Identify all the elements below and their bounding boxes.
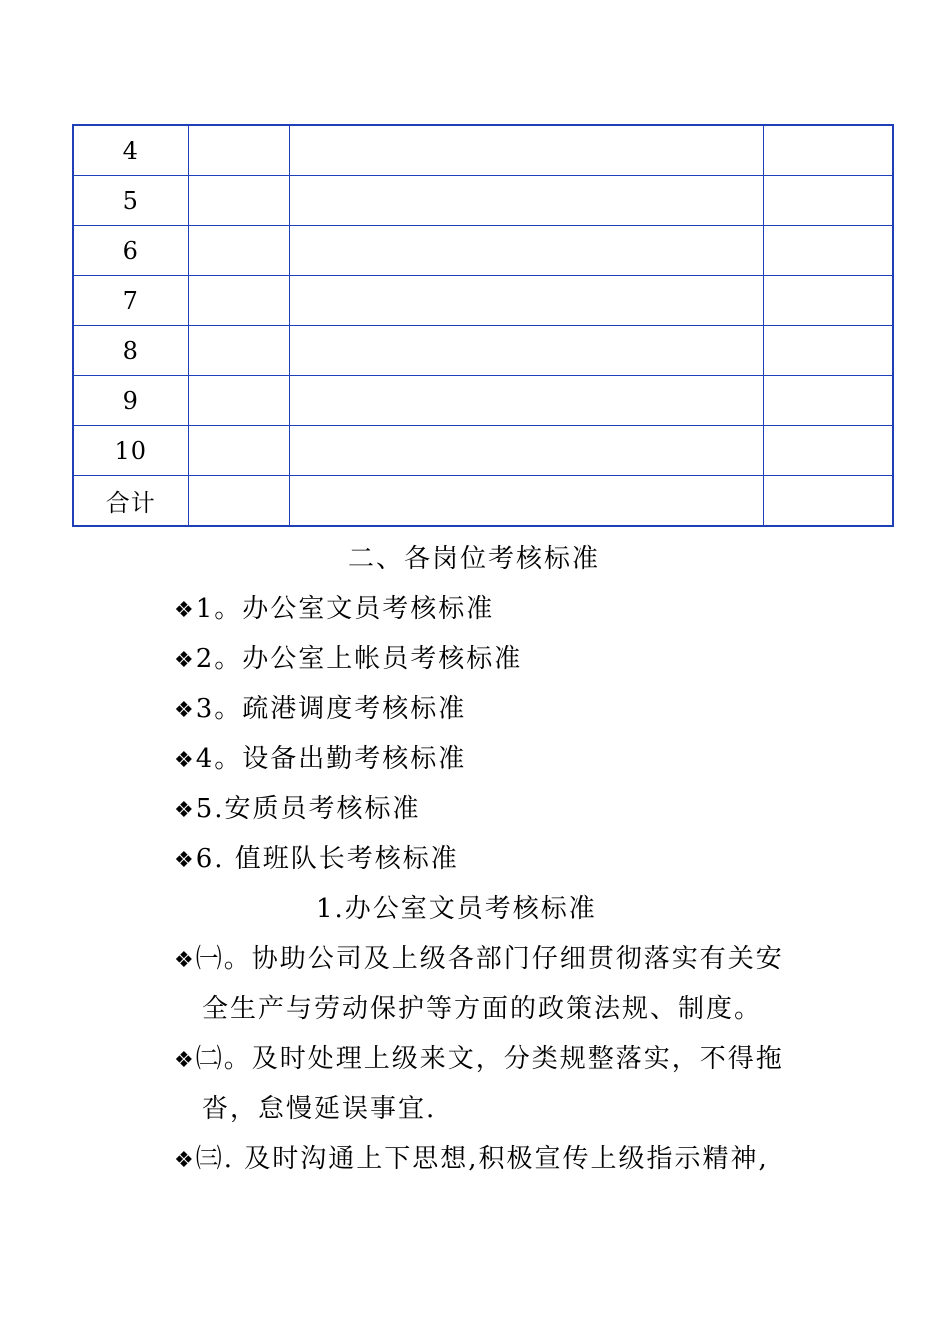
table-cell <box>188 376 289 426</box>
list-item <box>174 842 459 878</box>
table-cell <box>289 125 763 176</box>
summary-table <box>72 124 894 527</box>
paragraph-line <box>174 1042 784 1078</box>
table-cell <box>188 176 289 226</box>
diamond-bullet-icon: ❖ <box>174 698 194 723</box>
row-number-cell: 10 <box>73 426 188 476</box>
list-item-text: 3。疏港调度考核标准 <box>195 694 467 724</box>
row-number-cell: 6 <box>73 226 188 276</box>
table-cell <box>763 476 893 527</box>
table-row <box>73 376 893 426</box>
paragraph-text: ㈢. 及时沟通上下思想,积极宣传上级指示精神, <box>195 1144 769 1174</box>
paragraph-line <box>174 1142 769 1178</box>
row-number-cell: 5 <box>73 176 188 226</box>
table-cell <box>188 476 289 527</box>
row-number-cell: 4 <box>73 125 188 176</box>
table-cell <box>188 226 289 276</box>
total-label-cell: 合计 <box>73 476 188 527</box>
table-cell <box>289 326 763 376</box>
list-item-text: 2。办公室上帐员考核标准 <box>195 644 523 674</box>
table-cell <box>188 276 289 326</box>
list-item-text: 1。办公室文员考核标准 <box>195 594 495 624</box>
table-cell <box>763 276 893 326</box>
table-cell <box>289 426 763 476</box>
diamond-bullet-icon: ❖ <box>174 1148 194 1173</box>
table-row <box>73 426 893 476</box>
paragraph-text: ㈠。协助公司及上级各部门仔细贯彻落实有关安 <box>195 944 784 974</box>
list-item <box>174 742 466 778</box>
list-item-text: 5.安质员考核标准 <box>195 794 421 824</box>
table-row <box>73 176 893 226</box>
list-item <box>174 642 522 678</box>
table-cell <box>188 125 289 176</box>
diamond-bullet-icon: ❖ <box>174 948 194 973</box>
paragraph-continuation: 沓，怠慢延误事宜. <box>202 1094 437 1124</box>
paragraph-continuation: 全生产与劳动保护等方面的政策法规、制度。 <box>202 994 763 1024</box>
section-title: 二、各岗位考核标准 <box>348 544 601 574</box>
diamond-bullet-icon: ❖ <box>174 1048 194 1073</box>
table-row <box>73 125 893 176</box>
table-row <box>73 226 893 276</box>
diamond-bullet-icon: ❖ <box>174 848 194 873</box>
diamond-bullet-icon: ❖ <box>174 798 194 823</box>
table-cell <box>188 426 289 476</box>
list-item-text: 4。设备出勤考核标准 <box>195 744 467 774</box>
table-row <box>73 326 893 376</box>
list-item <box>174 792 421 828</box>
table-cell <box>763 376 893 426</box>
diamond-bullet-icon: ❖ <box>174 598 194 623</box>
paragraph-line <box>174 942 784 978</box>
list-item-text: 6. 值班队长考核标准 <box>195 844 459 874</box>
diamond-bullet-icon: ❖ <box>174 648 194 673</box>
subsection-title: 1.办公室文员考核标准 <box>316 894 597 924</box>
table-row <box>73 276 893 326</box>
table-cell <box>763 176 893 226</box>
diamond-bullet-icon: ❖ <box>174 748 194 773</box>
table-cell <box>289 276 763 326</box>
table-cell <box>763 326 893 376</box>
summary-table-wrapper <box>72 124 892 527</box>
row-number-cell: 9 <box>73 376 188 426</box>
list-item <box>174 692 466 728</box>
table-cell <box>289 176 763 226</box>
table-cell <box>188 326 289 376</box>
table-cell <box>763 125 893 176</box>
table-cell <box>763 226 893 276</box>
table-cell <box>289 376 763 426</box>
table-row-total <box>73 476 893 527</box>
table-cell <box>763 426 893 476</box>
row-number-cell: 8 <box>73 326 188 376</box>
table-cell <box>289 226 763 276</box>
list-item <box>174 592 494 628</box>
paragraph-text: ㈡。及时处理上级来文，分类规整落实，不得拖 <box>195 1044 784 1074</box>
row-number-cell: 7 <box>73 276 188 326</box>
table-cell <box>289 476 763 527</box>
